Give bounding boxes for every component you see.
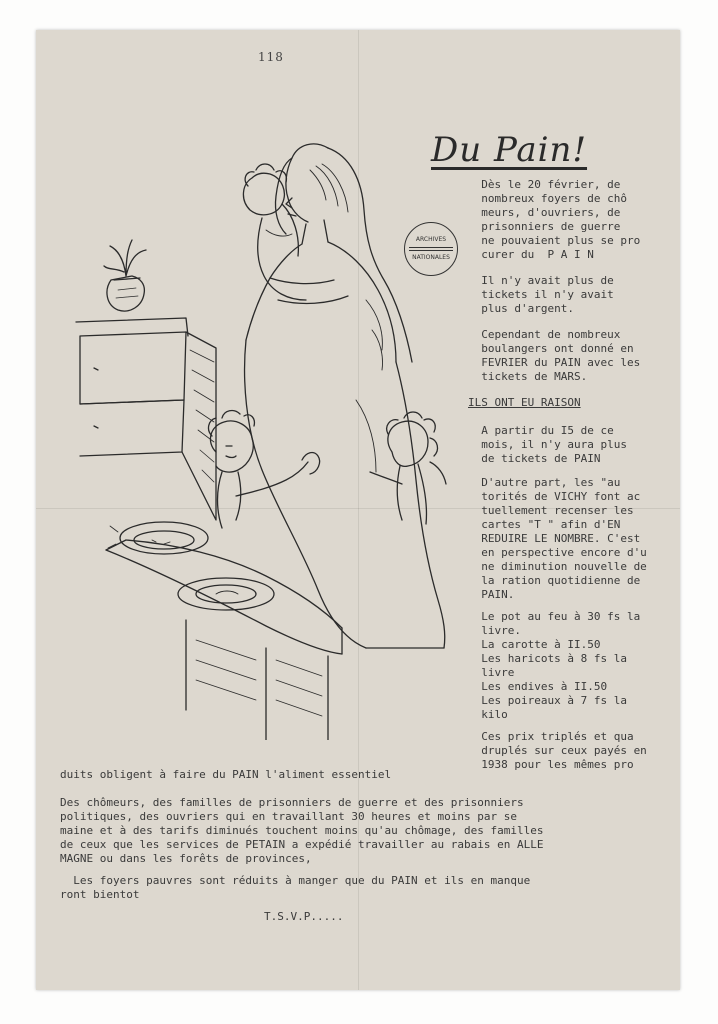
mother-figure-drawing xyxy=(245,144,445,648)
column-paragraph: Dès le 20 février, de nombreux foyers de chô meurs, d'ouvriers, de prisonniers de guerre ne pouvaient plus se pro curer du P A I N xyxy=(481,178,641,261)
archives-nationales-stamp xyxy=(404,222,458,276)
column-paragraph: D'autre part, les "au torités de VICHY font ac tuellement recenser les cartes "T " afin d'EN REDUIRE LE NOMBRE. C'est en perspective encore d'u ne diminution nouvelle de la ration quotidienne de PAIN. xyxy=(481,476,647,601)
flower-vase-drawing xyxy=(104,240,146,311)
headline: ILS ONT EU RAISON xyxy=(468,396,581,409)
column-paragraph: Ces prix triplés et qua druplés sur ceux payés en 1938 pour les mêmes pro xyxy=(481,730,647,771)
bottom-paragraph: duits obligent à faire du PAIN l'aliment essentiel xyxy=(60,768,392,781)
column-paragraph: Cependant de nombreux boulangers ont donné en FEVRIER du PAIN avec les tickets de MARS. xyxy=(481,328,641,383)
archive-number: 118 xyxy=(258,50,284,64)
continued-overleaf-note: T.S.V.P..... xyxy=(264,910,344,923)
table-with-plates-drawing xyxy=(106,522,342,740)
stamp-divider xyxy=(409,247,453,248)
girl-figure-drawing xyxy=(209,411,320,528)
leaflet-title: Du Pain! xyxy=(431,130,588,170)
column-paragraph: A partir du I5 de ce mois, il n'y aura plus de tickets de PAIN xyxy=(481,424,627,465)
stamp-divider xyxy=(409,250,453,251)
column-paragraph: Il n'y avait plus de tickets il n'y avait plus d'argent. xyxy=(481,274,614,315)
document-sheet xyxy=(36,30,680,990)
mother-children-bread-illustration xyxy=(66,100,456,740)
bottom-paragraph: Des chômeurs, des familles de prisonniers de guerre et des prisonniers politiques, des ouvriers qui en travaillant 30 heures et moins par se maine et à des tarifs diminués touchent moins qu'au chômage, des familles de ceux que les services de PETAIN a expédié travailler au rabais en ALLE MAGNE ou dans les forêts de provinces, xyxy=(60,796,544,865)
stamp-text-bottom: NATIONALES xyxy=(412,254,450,261)
stamp-text-top: ARCHIVES xyxy=(415,236,447,243)
boy-figure-drawing xyxy=(370,412,446,524)
right-column-text xyxy=(468,178,676,771)
dresser-drawing xyxy=(76,318,216,520)
bottom-paragraph: Les foyers pauvres sont réduits à manger que du PAIN et ils en manque ront bientot xyxy=(60,874,531,901)
price-list: Le pot au feu à 30 fs la livre. La carotte à II.50 Les haricots à 8 fs la livre Les endives à II.50 Les poireaux à 7 fs la kilo xyxy=(481,610,641,721)
